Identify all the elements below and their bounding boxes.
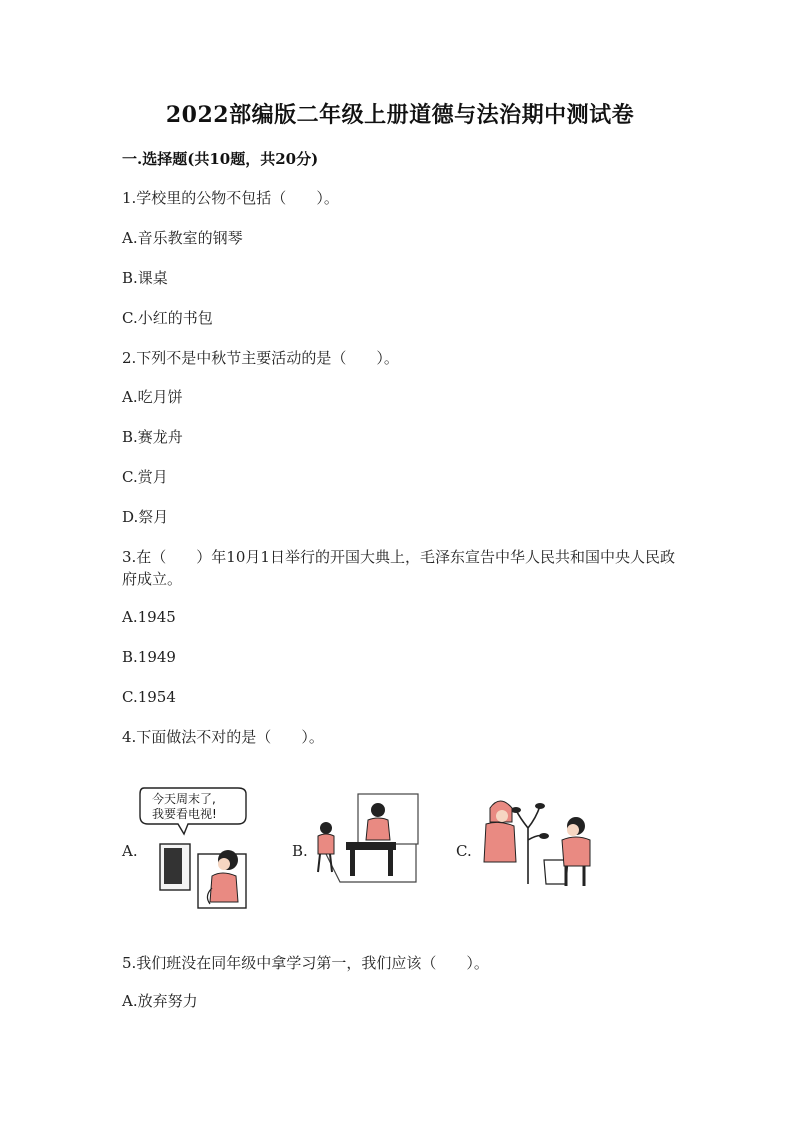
question-5-stem: 5.我们班没在同年级中拿学习第一，我们应该（ ）。 (122, 954, 489, 972)
question-3-option-a: A.1945 (122, 608, 176, 626)
question-1-option-b: B.课桌 (122, 269, 168, 287)
picture-c-label: C. (456, 842, 472, 860)
leaf (539, 833, 549, 839)
question-1-option-c: C.小红的书包 (122, 309, 213, 327)
picture-a-label: A. (122, 842, 138, 860)
picture-c-planting-illustration (480, 788, 596, 890)
sapling-icon (516, 806, 544, 884)
child-1-head (371, 803, 385, 817)
bubble-line-2: 我要看电视! (152, 807, 217, 821)
question-1-stem: 1.学校里的公物不包括（ ）。 (122, 189, 339, 207)
question-2-option-d: D.祭月 (122, 508, 169, 526)
child-1-body (366, 818, 390, 840)
question-4-pictures (120, 780, 620, 910)
bubble-line-1: 今天周末了, (152, 792, 216, 806)
question-1-option-a: A.音乐教室的钢琴 (122, 229, 243, 247)
boy-face (567, 824, 579, 836)
desk-top (346, 842, 396, 850)
page-title: 2022部编版二年级上册道德与法治期中测试卷 (165, 102, 635, 128)
child-2-body (318, 834, 334, 854)
boy-legs (566, 866, 584, 886)
question-2-option-c: C.赏月 (122, 468, 168, 486)
girl-face (496, 810, 508, 822)
question-2-option-a: A.吃月饼 (122, 388, 183, 406)
question-4-stem: 4.下面做法不对的是（ ）。 (122, 728, 324, 746)
question-5-option-a: A.放弃努力 (122, 992, 198, 1010)
question-2-option-b: B.赛龙舟 (122, 428, 183, 446)
picture-b-label: B. (292, 842, 308, 860)
child-2-head (320, 822, 332, 834)
picture-b-cleaning-illustration (312, 792, 422, 890)
child-body (210, 873, 238, 902)
child-face (218, 858, 230, 870)
section-heading: 一.选择题(共10题，共20分) (122, 150, 319, 168)
question-2-stem: 2.下列不是中秋节主要活动的是（ ）。 (122, 349, 399, 367)
picture-a-tv-illustration (138, 784, 250, 910)
desk-leg-left (350, 850, 355, 876)
boy-body (562, 837, 590, 866)
girl-body (484, 822, 516, 862)
desk-leg-right (388, 850, 393, 876)
question-3-stem: 3.在（ ）年10月1日举行的开国大典上，毛泽东宣告中华人民共和国中央人民政府成立。 (122, 548, 675, 588)
question-3-option-c: C.1954 (122, 688, 176, 706)
question-3-option-b: B.1949 (122, 648, 176, 666)
tv-screen (164, 848, 182, 884)
leaf (535, 803, 545, 809)
